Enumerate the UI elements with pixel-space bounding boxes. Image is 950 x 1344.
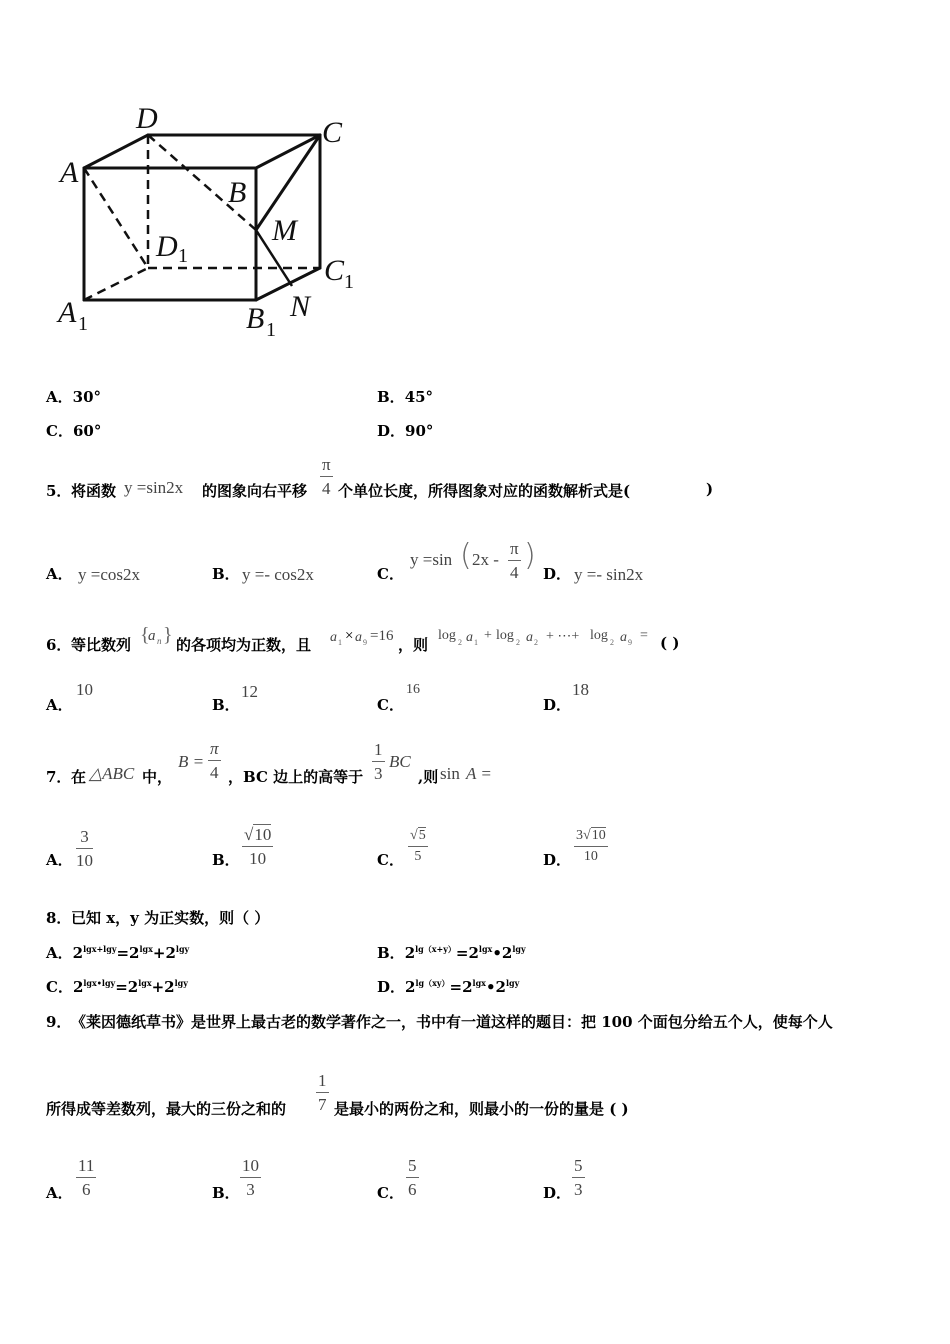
q7-option-c[interactable]: C． bbox=[377, 851, 404, 869]
q5-option-b[interactable]: B． bbox=[212, 565, 240, 583]
label-D: D bbox=[136, 102, 158, 135]
q5-option-c[interactable]: C． bbox=[377, 565, 404, 583]
q6-option-a[interactable]: A． bbox=[46, 696, 73, 714]
q5-option-a[interactable]: A． bbox=[46, 565, 73, 583]
q4-option-c[interactable]: C．60° bbox=[46, 422, 102, 440]
svg-text:1: 1 bbox=[78, 313, 88, 335]
q5-option-d[interactable]: D． bbox=[543, 565, 572, 583]
q9-option-d[interactable]: D． bbox=[543, 1184, 572, 1202]
label-M: M bbox=[272, 214, 297, 247]
q6-option-c[interactable]: C． bbox=[377, 696, 404, 714]
label-B: B bbox=[228, 176, 247, 209]
q6-option-d[interactable]: D． bbox=[543, 696, 572, 714]
svg-text:1: 1 bbox=[344, 271, 354, 293]
q8-option-c[interactable]: C．$2^{lgx•lgy}=2^{lgx}+2^{lgy}$ bbox=[46, 978, 188, 996]
q9-option-c[interactable]: C． bbox=[377, 1184, 404, 1202]
q9-option-b[interactable]: B． bbox=[212, 1184, 240, 1202]
q7-option-d[interactable]: D． bbox=[543, 851, 572, 869]
label-A: A bbox=[60, 156, 79, 189]
label-N: N bbox=[290, 290, 311, 323]
label-D1: D bbox=[156, 230, 178, 263]
svg-text:1: 1 bbox=[266, 319, 276, 341]
label-A1: A bbox=[58, 296, 77, 329]
label-B1: B bbox=[246, 302, 265, 335]
q9-option-a[interactable]: A． bbox=[46, 1184, 73, 1202]
q8-option-a[interactable]: A．$2^{lgx+lgy}=2^{lgx}+2^{lgy}$ bbox=[46, 944, 190, 962]
q7-option-b[interactable]: B． bbox=[212, 851, 240, 869]
q4-option-d[interactable]: D．90° bbox=[377, 422, 434, 440]
cube-figure bbox=[40, 90, 370, 350]
q8-option-b[interactable]: B．$2^{lg(x+y)}=2^{lgx}•2^{lgy}$ bbox=[377, 944, 526, 962]
label-C: C bbox=[322, 116, 343, 149]
q7-option-a[interactable]: A． bbox=[46, 851, 73, 869]
q8-option-d[interactable]: D．$2^{lg(xy)}=2^{lgx}•2^{lgy}$ bbox=[377, 978, 520, 996]
q6-option-b[interactable]: B． bbox=[212, 696, 240, 714]
svg-text:1: 1 bbox=[178, 245, 188, 267]
q4-option-b[interactable]: B．45° bbox=[377, 388, 434, 406]
q4-option-a[interactable]: A．30° bbox=[46, 388, 102, 406]
label-C1: C bbox=[324, 254, 345, 287]
